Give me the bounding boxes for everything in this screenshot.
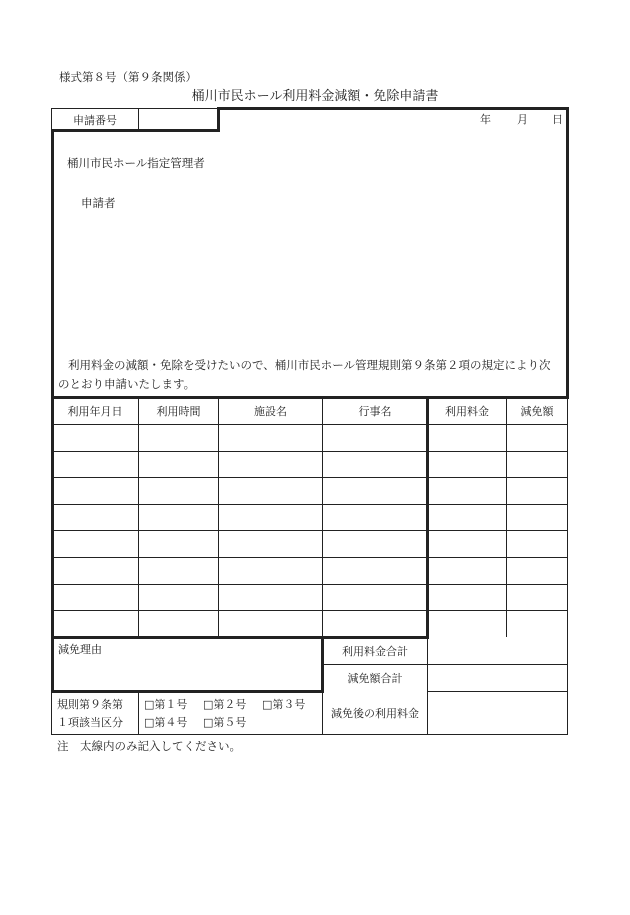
category-option-5[interactable]: □第５号 <box>203 716 247 729</box>
application-number-field[interactable] <box>139 109 218 130</box>
thick-border <box>51 397 54 638</box>
category-option-1[interactable]: □第１号 <box>144 698 188 711</box>
col-header-fee: 利用料金 <box>445 405 489 418</box>
thin-line <box>427 637 428 735</box>
total-fee-label: 利用料金合計 <box>342 645 408 658</box>
col-line <box>218 397 219 637</box>
thin-line <box>51 424 568 425</box>
applicant-field[interactable] <box>140 190 560 340</box>
thick-border <box>51 636 54 692</box>
col-header-reduction: 減免額 <box>520 405 554 418</box>
footnote: 注 太線内のみ記入してください。 <box>57 739 241 753</box>
form-number: 様式第８号（第９条関係） <box>59 70 197 84</box>
thick-border <box>217 107 569 110</box>
row-line <box>51 451 568 452</box>
category-option-4[interactable]: □第４号 <box>144 716 188 729</box>
col-header-date: 利用年月日 <box>67 405 123 418</box>
thin-line <box>567 637 568 735</box>
thin-line <box>427 664 568 665</box>
statement-line1: 利用料金の減額・免除を受けたいので、桶川市民ホール管理規則第９条第２項の規定により次 <box>68 358 551 372</box>
col-header-facility: 施設名 <box>254 405 287 418</box>
col-header-event: 行事名 <box>358 405 392 418</box>
category-option-3[interactable]: □第３号 <box>262 698 306 711</box>
col-line <box>138 397 139 637</box>
statement-line2: のとおり申請いたします。 <box>58 377 196 391</box>
reason-field[interactable] <box>58 660 316 688</box>
col-header-time: 利用時間 <box>156 405 201 418</box>
col-line <box>506 397 507 637</box>
date-year: 年 <box>480 113 491 126</box>
thick-border <box>426 397 429 638</box>
thin-line <box>427 691 568 692</box>
category-label-line2: １項該当区分 <box>57 716 123 729</box>
addressee: 桶川市民ホール指定管理者 <box>67 156 205 170</box>
thin-line <box>138 692 139 735</box>
date-month: 月 <box>517 113 528 126</box>
total-reduction-label: 減免額合計 <box>347 672 403 685</box>
form-title: 桶川市民ホール利用料金減額・免除申請書 <box>191 89 439 104</box>
row-line <box>51 610 568 611</box>
application-number-label: 申請番号 <box>73 113 117 127</box>
category-label-line1: 規則第９条第 <box>57 698 123 711</box>
thick-border <box>51 129 54 397</box>
col-line <box>322 397 323 637</box>
row-line <box>51 477 568 478</box>
applicant-label: 申請者 <box>81 196 116 210</box>
thick-border <box>566 107 569 398</box>
thin-line <box>51 734 568 735</box>
row-line <box>51 530 568 531</box>
date-day: 日 <box>552 113 563 126</box>
row-line <box>51 584 568 585</box>
reason-label: 減免理由 <box>58 643 102 656</box>
row-line <box>51 504 568 505</box>
thick-border <box>51 690 324 693</box>
fee-after-label: 減免後の利用料金 <box>331 707 419 720</box>
row-line <box>51 557 568 558</box>
category-option-2[interactable]: □第２号 <box>203 698 247 711</box>
